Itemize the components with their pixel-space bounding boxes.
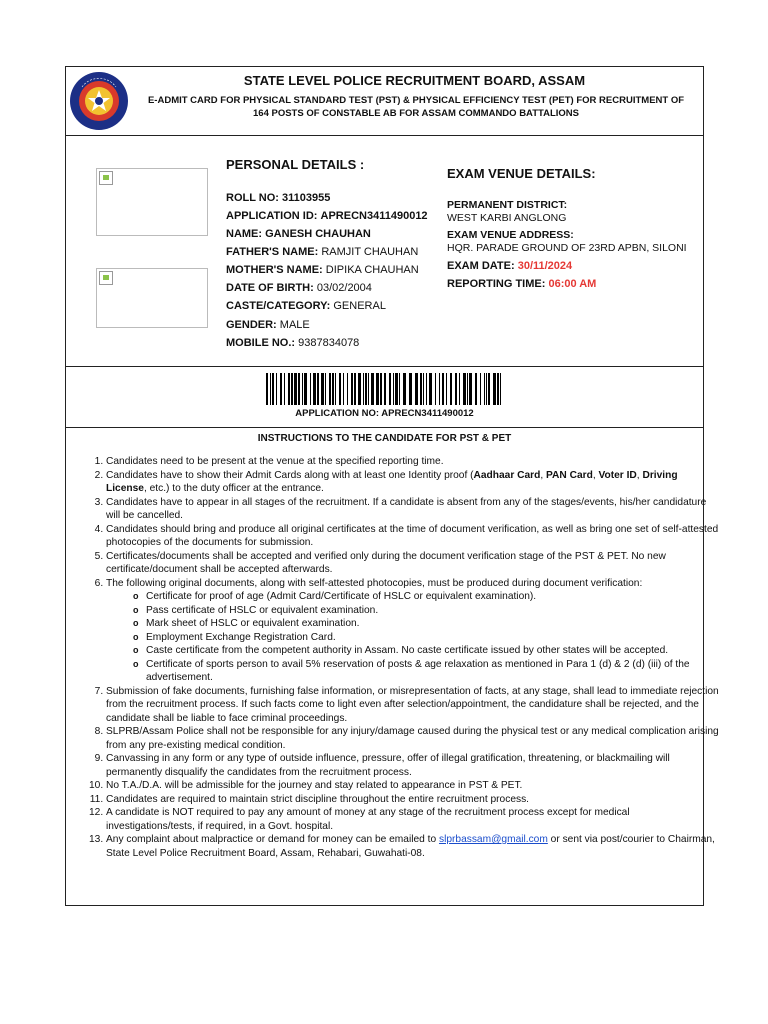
list-item: 9. Canvassing in any form or any type of outside influence, pressure, offer of illegal gratification, threatening, or blackmailing will permanently disqualify the candidates from the recruitment process. <box>106 752 721 779</box>
district-label: PERMANENT DISTRICT: <box>447 199 568 211</box>
barcode-section <box>66 367 703 428</box>
list-item: o Caste certificate from the competent authority in Assam. No caste certificate issued by other states will be accepted. <box>146 644 721 658</box>
father-name-row: FATHER'S NAME: RAMJIT CHAUHAN <box>226 246 419 258</box>
list-item: 7. Submission of fake documents, furnishing false information, or misrepresentation of facts, at any stage, shall lead to immediate rejection from the recruitment process. If such facts come to light even after selection/appointment, the candidature shall be rejected, and the candidate shall be liable to face criminal proceedings. <box>106 685 721 726</box>
list-item: 4. Candidates should bring and produce all original certificates at the time of document verification, as well as bring one set of self-attested photocopies of the documents for submission. <box>106 523 721 550</box>
broken-image-icon <box>99 271 113 285</box>
details-section <box>66 136 703 367</box>
list-item: 2. Candidates have to show their Admit Cards along with at least one Identity proof (Aadhaar Card, PAN Card, Voter ID, Driving License, etc.) to the duty officer at the entrance. <box>106 469 721 496</box>
barcode-label: APPLICATION NO: APRECN3411490012 <box>295 408 474 419</box>
email-link[interactable]: slprbassam@gmail.com <box>438 834 548 845</box>
list-item: o Certificate of sports person to avail 5% reservation of posts & age relaxation as mentioned in Para 1 (d) & 2 (d) (iii) of the advertisement. <box>146 658 721 685</box>
list-item: 13. Any complaint about malpractice or demand for money can be emailed to slprbassam@gmail.com or sent via post/courier to Chairman, State Level Police Recruitment Board, Assam, Rehabari, Guwahati-08. <box>106 833 721 860</box>
candidate-photo <box>96 168 208 236</box>
instructions-list <box>78 455 721 860</box>
list-item: 11. Candidates are required to maintain strict discipline throughout the entire recruitment process. <box>106 793 721 807</box>
list-item: 8. SLPRB/Assam Police shall not be responsible for any injury/damage caused during the physical test or any medical complication arising from any pre-existing medical condition. <box>106 725 721 752</box>
board-title: STATE LEVEL POLICE RECRUITMENT BOARD, ASSAM <box>243 73 586 88</box>
roll-no-row: ROLL NO: 31103955 <box>226 192 331 204</box>
subtitle-line-2: 164 POSTS OF CONSTABLE AB FOR ASSAM COMMANDO BATTALIONS <box>253 108 579 119</box>
application-barcode <box>266 373 503 405</box>
list-item: o Pass certificate of HSLC or equivalent examination. <box>146 604 721 618</box>
personal-details-heading: PERSONAL DETAILS : <box>226 157 365 172</box>
instructions-heading: INSTRUCTIONS TO THE CANDIDATE FOR PST & PET <box>257 433 512 444</box>
dob-row: DATE OF BIRTH: 03/02/2004 <box>226 282 372 294</box>
subtitle-line-1: E-ADMIT CARD FOR PHYSICAL STANDARD TEST (PST) & PHYSICAL EFFICIENCY TEST (PET) FOR RECRUITMENT OF <box>147 95 685 106</box>
district-value: WEST KARBI ANGLONG <box>447 212 567 224</box>
list-item: 1. Candidates need to be present at the venue at the specified reporting time. <box>106 455 721 469</box>
application-id-row: APPLICATION ID: APRECN3411490012 <box>226 210 428 222</box>
mother-name-row: MOTHER'S NAME: DIPIKA CHAUHAN <box>226 264 419 276</box>
list-item: 5. Certificates/documents shall be accepted and verified only during the document verification stage of the PST & PET. No new certificate/document shall be accepted afterwards. <box>106 550 721 577</box>
broken-image-icon <box>99 171 113 185</box>
venue-address-value: HQR. PARADE GROUND OF 23RD APBN, SILONI <box>447 242 687 254</box>
name-row: NAME: GANESH CHAUHAN <box>226 228 371 240</box>
candidate-signature <box>96 268 208 328</box>
list-item: 3. Candidates have to appear in all stages of the recruitment. If a candidate is absent from any of the stages/events, his/her candidature will be cancelled. <box>106 496 721 523</box>
card-header <box>66 67 703 136</box>
venue-address-label: EXAM VENUE ADDRESS: <box>447 229 574 241</box>
list-item: o Mark sheet of HSLC or equivalent examination. <box>146 617 721 631</box>
list-item: o Employment Exchange Registration Card. <box>146 631 721 645</box>
caste-row: CASTE/CATEGORY: GENERAL <box>226 300 386 312</box>
assam-police-logo <box>69 71 129 131</box>
admit-card-subtitle <box>130 94 702 120</box>
exam-date-row: EXAM DATE: 30/11/2024 <box>447 260 573 272</box>
list-item: 12. A candidate is NOT required to pay any amount of money at any stage of the recruitment process except for medical investigations/tests, if required, in a Govt. hospital. <box>106 806 721 833</box>
admit-card <box>65 66 719 906</box>
mobile-row: MOBILE NO.: 9387834078 <box>226 337 360 349</box>
reporting-time-row: REPORTING TIME: 06:00 AM <box>447 278 597 290</box>
gender-row: GENDER: MALE <box>226 319 310 331</box>
documents-sublist <box>106 590 721 685</box>
list-item: 10. No T.A./D.A. will be admissible for the journey and stay related to appearance in PST & PET. <box>106 779 721 793</box>
exam-venue-heading: EXAM VENUE DETAILS: <box>447 166 596 181</box>
list-item: o Certificate for proof of age (Admit Card/Certificate of HSLC or equivalent examination). <box>146 590 721 604</box>
list-item: 6. The following original documents, along with self-attested photocopies, must be produced during document verification: o Certificate for proof of age (Admit Card/Certificate of HSLC or equivalent examination). o Pass certificate of HSLC or equivalent examination. o Mark sheet of HSLC or equivalent examination. o Employment Exchange Registration Card. o Caste certificate from the competent authority in Assam. No caste certificate issued by other states will be accepted. o Certificate of sports person to avail 5% reservation of posts & age relaxation as mentioned in Para 1 (d) & 2 (d) (iii) of the advertisement. <box>106 577 721 685</box>
